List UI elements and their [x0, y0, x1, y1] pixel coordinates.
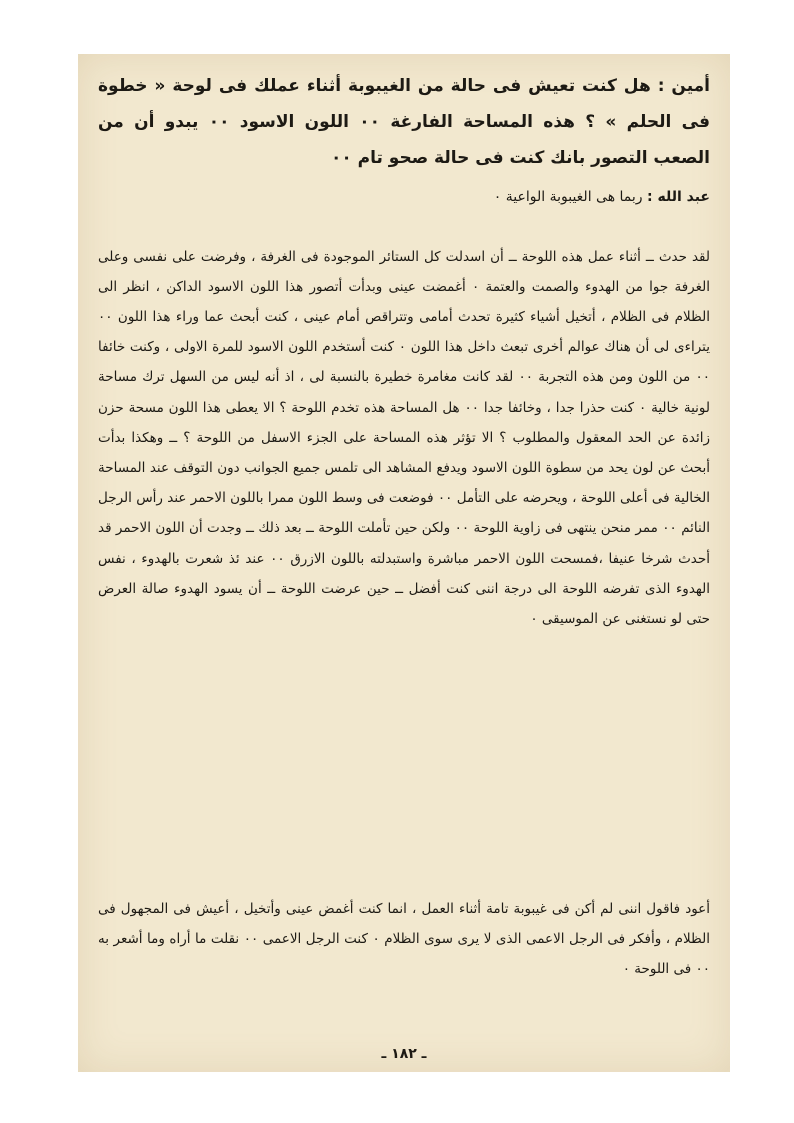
paragraph-2: أعود فاقول اننى لم أكن فى غيبوبة تامة أثناء العمل ، انما كنت أغمض عينى وأتخيل ، أعيش فى المجهول فى الظلام ، وأفكر فى الرجل الاعمى الذى لا يرى سوى الظلام ٠ كنت الرجل الاعمى ٠٠ نقلت ما أراه وما أشعر به ٠٠ فى اللوحة ٠: [98, 900, 710, 977]
answer-text: ربما هى الغيبوبة الواعية ٠: [493, 189, 643, 205]
question-block: [98, 68, 710, 176]
question-text: هل كنت تعيش فى حالة من الغيبوبة أثناء عملك فى لوحة « خطوة فى الحلم » ؟ هذه المساحة الفارغة ٠٠ اللون الاسود ٠٠ يبدو أن من الصعب التصور بانك كنت فى حالة صحو تام ٠٠: [98, 76, 710, 168]
question-speaker: أمين :: [657, 76, 710, 96]
page-number: ـ ١٨٢ ـ: [381, 1046, 427, 1062]
answer-block: [98, 184, 710, 210]
paragraph-1: لقد حدث ــ أثناء عمل هذه اللوحة ــ أن اسدلت كل الستائر الموجودة فى الغرفة ، وفرضت على نفسى وعلى الغرفة جوا من الهدوء والصمت والعتمة ٠ أغمضت عينى وبدأت أتصور هذا اللون الاسود الداكن ، انظر الى الظلام فى الظلام ، أتخيل أشياء كثيرة تحدث أمامى وتتراقص أمام عينى ، كنت أبحث عما وراء هذا اللون ٠٠ يتراءى لى أن هناك عوالم أخرى تبعث داخل هذا اللون ٠ كنت أستخدم اللون الاسود للمرة الاولى ، وكنت خائفا ٠٠ من اللون ومن هذه التجربة ٠٠ لقد كانت مغامرة خطيرة بالنسبة لى ، اذ أنه ليس من السهل ترك مساحة لونية خالية ٠ كنت حذرا جدا ، وخائفا جدا ٠٠ هل المساحة هذه تخدم اللوحة ؟ الا يعطى هذا اللون مسحة حزن زائدة عن الحد المعقول والمطلوب ؟ الا تؤثر هذه المساحة على الجزء الاسفل من اللوحة ؟ ــ وهكذا بدأت أبحث عن لون يحد من سطوة اللون الاسود ويدفع المشاهد الى تلمس جميع الجوانب دون التوقف عند المساحة الخالية فى أعلى اللوحة ، ويحرضه على التأمل ٠٠ فوضعت فى وسط اللون ممرا باللون الاحمر عند رأس الرجل النائم ٠٠ ممر منحن ينتهى فى زاوية اللوحة ٠٠ ولكن حين تأملت اللوحة ــ بعد ذلك ــ وجدت أن اللون الاحمر قد أحدث شرخا عنيفا ،فمسحت اللون الاحمر مباشرة واستبدلته باللون الازرق ٠٠ عند ئذ شعرت بالهدوء ، نفس الهدوء الذى تفرضه اللوحة الى درجة اننى كنت أفضل ــ حين عرضت اللوحة ــ أن يسود الهدوء صالة العرض حتى لو نستغنى عن الموسيقى ٠: [98, 248, 711, 627]
answer-speaker: عبد الله :: [647, 189, 710, 205]
book-page: [78, 54, 730, 1072]
